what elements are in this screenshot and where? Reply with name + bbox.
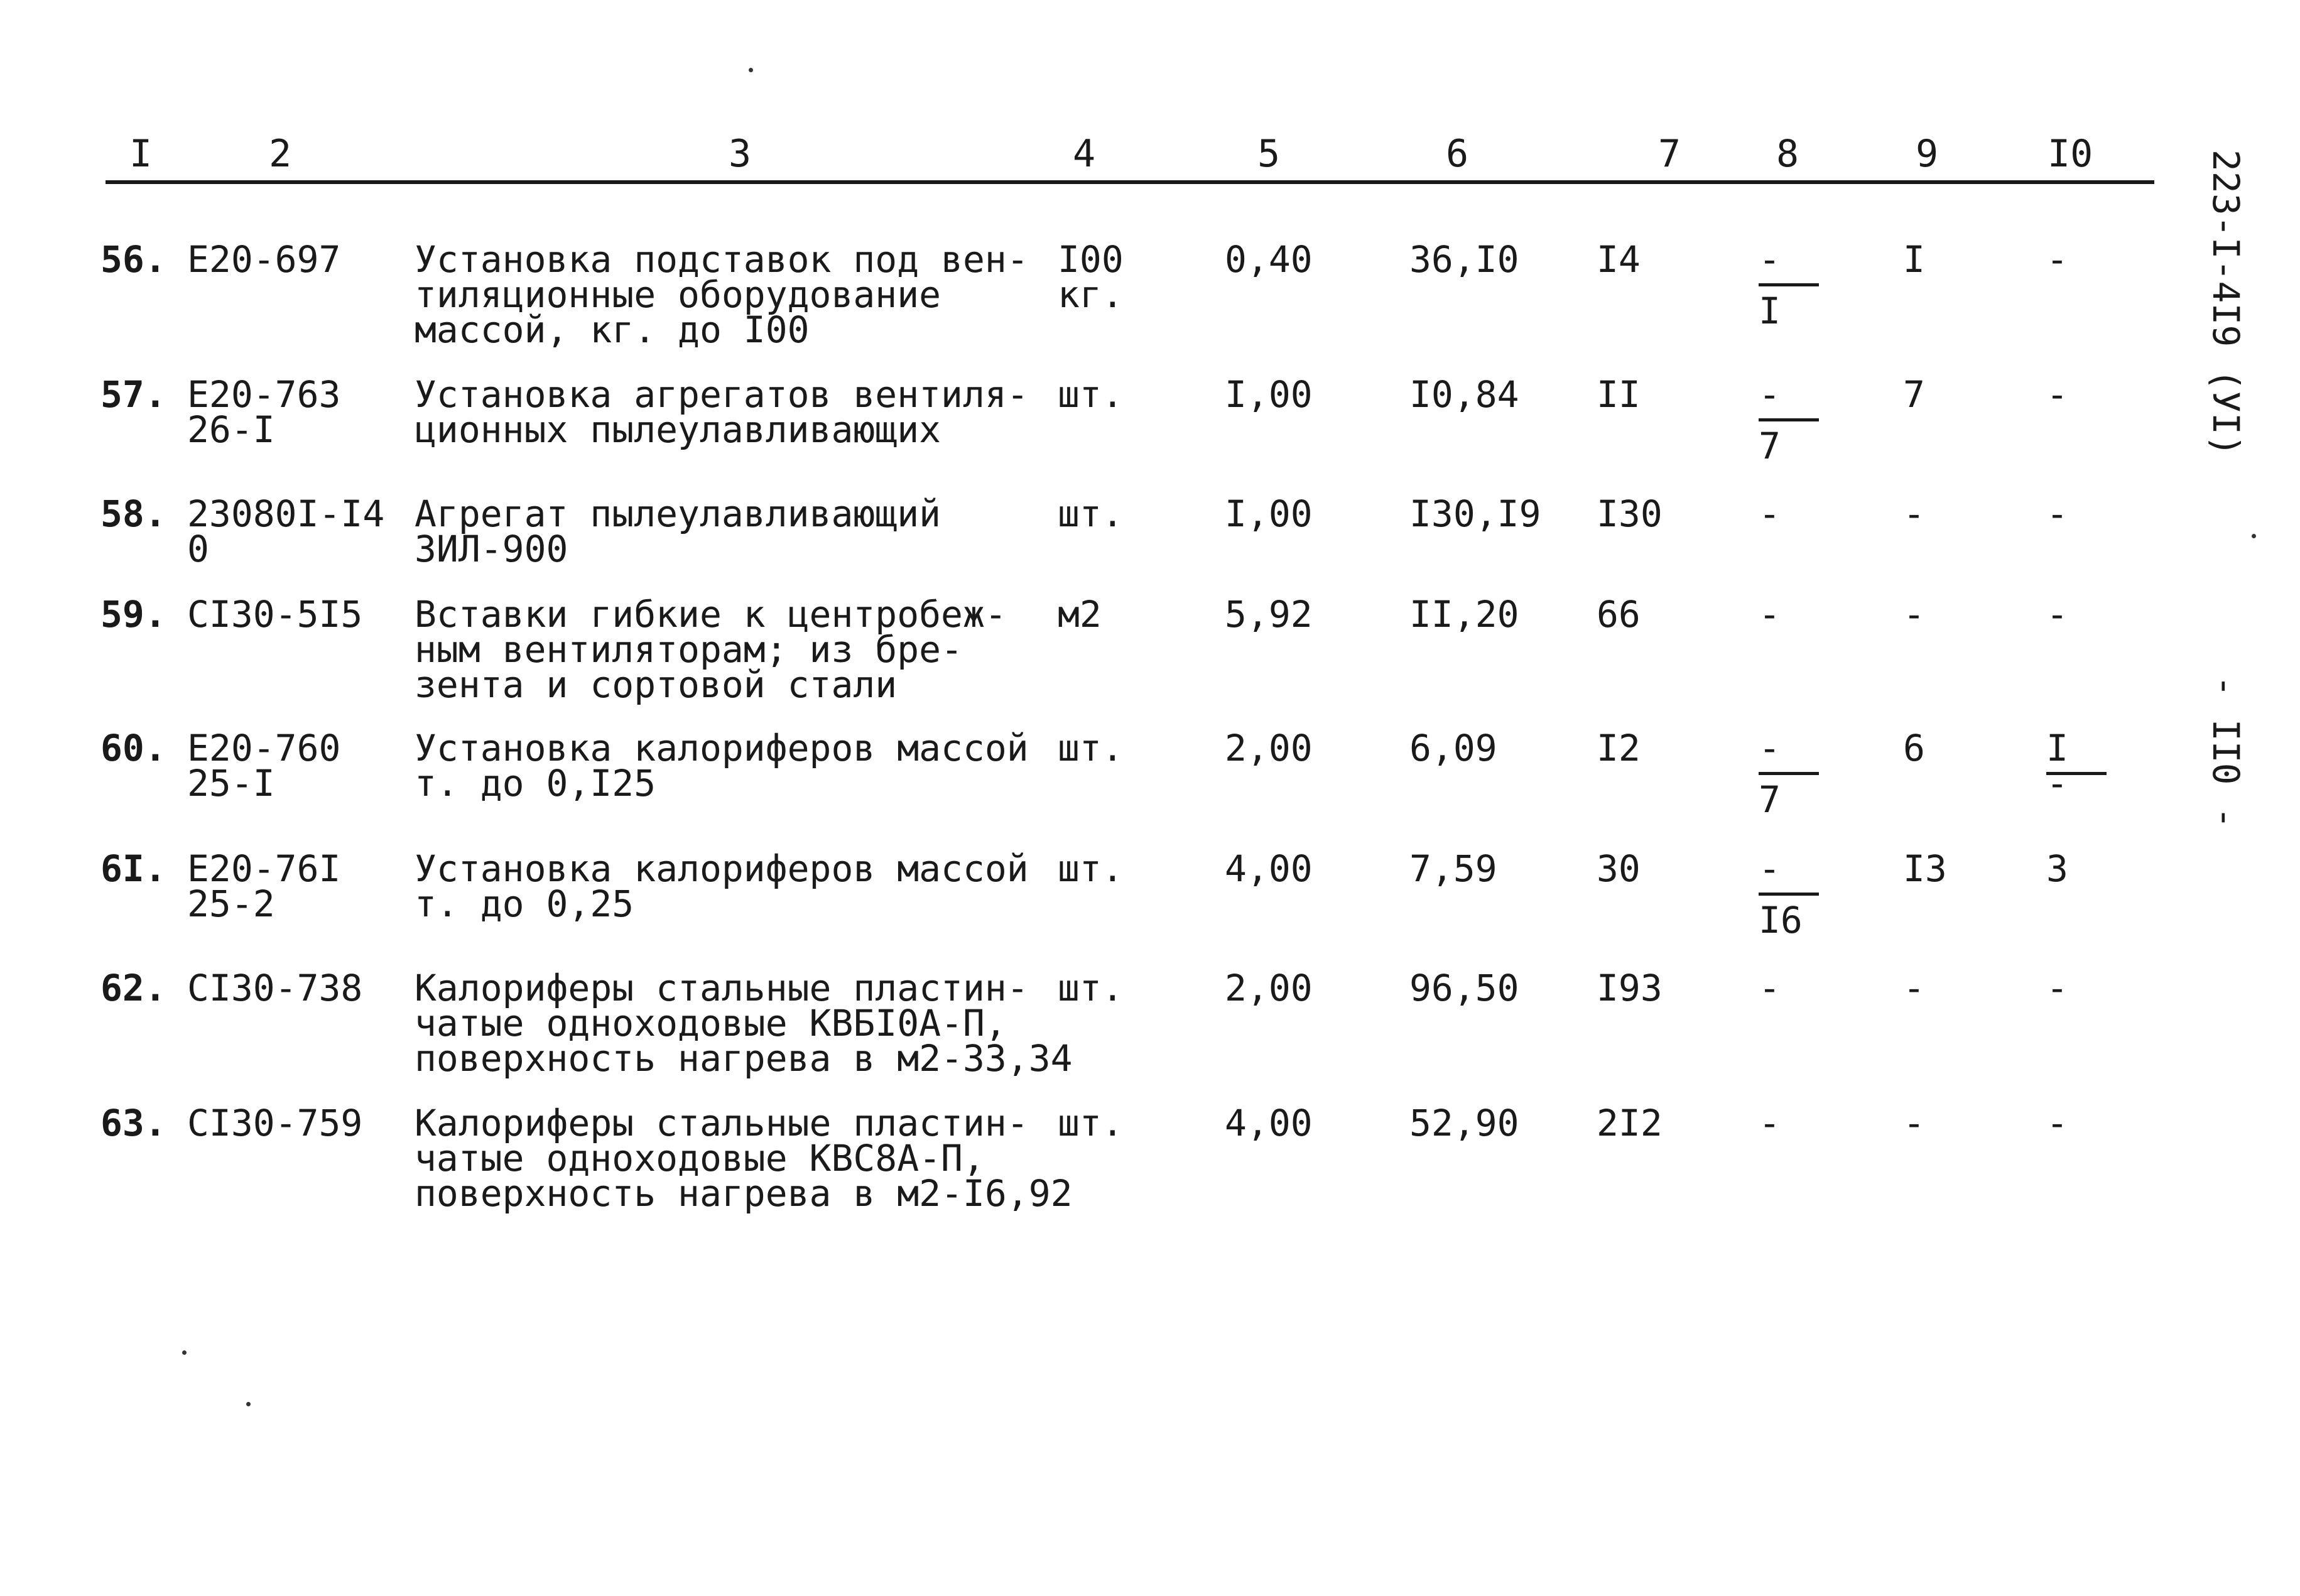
row-unit-price: I0,84 (1409, 373, 1519, 416)
row-description: Калориферы стальные пластин- чатые одноходовые КВБI0А-П, поверхность нагрева в м2-33,34 (415, 967, 1073, 1080)
fraction-bar (1759, 283, 1819, 286)
col8-fraction (1759, 373, 1781, 467)
row-col8 (1759, 727, 1834, 821)
row-unit-price: II,20 (1409, 593, 1519, 636)
column-header-10: I0 (2048, 132, 2093, 176)
row-unit: м2 (1058, 593, 1102, 636)
row-col8 (1759, 593, 1834, 636)
row-code: Е20-760 25-I (187, 727, 341, 805)
row-total: 30 (1597, 847, 1641, 890)
row-col10 (2046, 967, 2122, 1009)
row-code: СI30-759 (187, 1102, 363, 1144)
row-number: 60. (100, 727, 166, 769)
col8-fraction (1759, 847, 1803, 942)
row-col10 (2046, 238, 2122, 281)
column-header-4: 4 (1073, 132, 1096, 176)
scan-speck (182, 1350, 187, 1355)
row-code: Е20-76I 25-2 (187, 847, 341, 925)
col8-value: - (1759, 967, 1781, 1009)
row-col9: - (1903, 593, 1925, 636)
row-total: I4 (1597, 238, 1641, 281)
row-col10 (2046, 373, 2122, 416)
column-header-8: 8 (1776, 132, 1799, 176)
row-col9: - (1903, 1102, 1925, 1144)
row-total: 66 (1597, 593, 1641, 636)
row-unit-price: 7,59 (1409, 847, 1497, 890)
row-col9: I3 (1903, 847, 1947, 890)
row-unit-price: 52,90 (1409, 1102, 1519, 1144)
row-col8 (1759, 847, 1834, 942)
row-code: Е20-697 (187, 238, 341, 281)
row-col8 (1759, 1102, 1834, 1144)
col10-value: 3 (2046, 847, 2068, 890)
row-unit: шт. (1058, 727, 1124, 769)
column-header-7: 7 (1658, 132, 1681, 176)
row-col8 (1759, 373, 1834, 467)
col10-value: - (2046, 967, 2068, 1009)
scan-speck (749, 68, 753, 72)
row-description: Калориферы стальные пластин- чатые одноходовые КВС8А-П, поверхность нагрева в м2-I6,92 (415, 1102, 1073, 1215)
col10-fraction (2046, 727, 2068, 805)
col10-value: - (2046, 238, 2068, 281)
scan-speck (246, 1402, 251, 1406)
row-unit: шт. (1058, 373, 1124, 416)
row-quantity: I,00 (1225, 373, 1313, 416)
row-description: Агрегат пылеулавливающий ЗИЛ-900 (415, 492, 941, 570)
col10-denominator: - (2046, 762, 2068, 805)
col8-value: - (1759, 492, 1781, 535)
col8-denominator: I6 (1759, 899, 1803, 942)
column-header-2: 2 (269, 132, 292, 176)
col8-value: - (1759, 1102, 1781, 1144)
column-header-5: 5 (1257, 132, 1281, 176)
row-code: 23080I-I4 0 (187, 492, 385, 570)
fraction-bar (1759, 418, 1819, 421)
col8-numerator: - (1759, 727, 1781, 769)
row-unit: I00 кг. (1058, 238, 1124, 316)
row-quantity: 0,40 (1225, 238, 1313, 281)
row-unit: шт. (1058, 847, 1124, 890)
side-code: 223-I-4I9 (УI) (2205, 149, 2247, 457)
row-unit-price: 6,09 (1409, 727, 1497, 769)
row-total: II (1597, 373, 1641, 416)
col8-numerator: - (1759, 238, 1781, 281)
row-col10 (2046, 847, 2122, 890)
row-number: 63. (100, 1102, 166, 1144)
row-col10 (2046, 1102, 2122, 1144)
row-col9: - (1903, 967, 1925, 1009)
row-unit: шт. (1058, 492, 1124, 535)
row-unit-price: 36,I0 (1409, 238, 1519, 281)
col8-numerator: - (1759, 373, 1781, 416)
row-col9: 6 (1903, 727, 1925, 769)
col10-value: - (2046, 492, 2068, 535)
row-unit: шт. (1058, 1102, 1124, 1144)
fraction-bar (1759, 893, 1819, 896)
row-col8 (1759, 967, 1834, 1009)
row-description: Установка агрегатов вентиля- ционных пылеулавливающих (415, 373, 1029, 451)
row-number: 6I. (100, 847, 166, 890)
column-header-1: I (129, 132, 153, 176)
row-quantity: 2,00 (1225, 967, 1313, 1009)
row-number: 59. (100, 593, 166, 636)
col8-denominator: 7 (1759, 778, 1781, 821)
row-description: Установка калориферов массой т. до 0,I25 (415, 727, 1029, 805)
row-col10 (2046, 593, 2122, 636)
row-quantity: I,00 (1225, 492, 1313, 535)
row-col9: I (1903, 238, 1925, 281)
row-total: 2I2 (1597, 1102, 1663, 1144)
row-number: 58. (100, 492, 166, 535)
row-total: I2 (1597, 727, 1641, 769)
row-total: I30 (1597, 492, 1663, 535)
column-header-6: 6 (1446, 132, 1469, 176)
row-number: 62. (100, 967, 166, 1009)
row-description: Установка подставок под вен- тиляционные оборудование массой, кг. до I00 (415, 238, 1029, 351)
row-unit-price: I30,I9 (1409, 492, 1541, 535)
row-unit: шт. (1058, 967, 1124, 1009)
row-code: СI30-738 (187, 967, 363, 1009)
row-code: СI30-5I5 (187, 593, 363, 636)
col8-value: - (1759, 593, 1781, 636)
row-col9: 7 (1903, 373, 1925, 416)
col10-numerator: I (2046, 727, 2068, 769)
row-unit-price: 96,50 (1409, 967, 1519, 1009)
row-description: Вставки гибкие к центробеж- ным вентиляторам; из бре- зента и сортовой стали (415, 593, 1007, 706)
row-number: 57. (100, 373, 166, 416)
row-quantity: 5,92 (1225, 593, 1313, 636)
row-col10 (2046, 492, 2122, 535)
row-col8 (1759, 238, 1834, 332)
col8-fraction (1759, 727, 1781, 821)
row-description: Установка калориферов массой т. до 0,25 (415, 847, 1029, 925)
row-number: 56. (100, 238, 166, 281)
row-quantity: 4,00 (1225, 1102, 1313, 1144)
row-col9: - (1903, 492, 1925, 535)
col10-value: - (2046, 593, 2068, 636)
row-quantity: 4,00 (1225, 847, 1313, 890)
header-rule (106, 180, 2154, 184)
column-header-3: 3 (729, 132, 752, 176)
row-col10 (2046, 727, 2122, 805)
col10-value: - (2046, 1102, 2068, 1144)
col10-value: - (2046, 373, 2068, 416)
row-quantity: 2,00 (1225, 727, 1313, 769)
col8-denominator: I (1759, 290, 1781, 332)
col8-fraction (1759, 238, 1781, 332)
col8-numerator: - (1759, 847, 1781, 890)
row-total: I93 (1597, 967, 1663, 1009)
fraction-bar (1759, 772, 1819, 775)
fraction-bar (2046, 772, 2107, 775)
side-page-number: - II0 - (2205, 675, 2247, 829)
scan-speck (2252, 534, 2256, 538)
col8-denominator: 7 (1759, 425, 1781, 467)
row-code: Е20-763 26-I (187, 373, 341, 451)
column-header-9: 9 (1916, 132, 1939, 176)
row-col8 (1759, 492, 1834, 535)
